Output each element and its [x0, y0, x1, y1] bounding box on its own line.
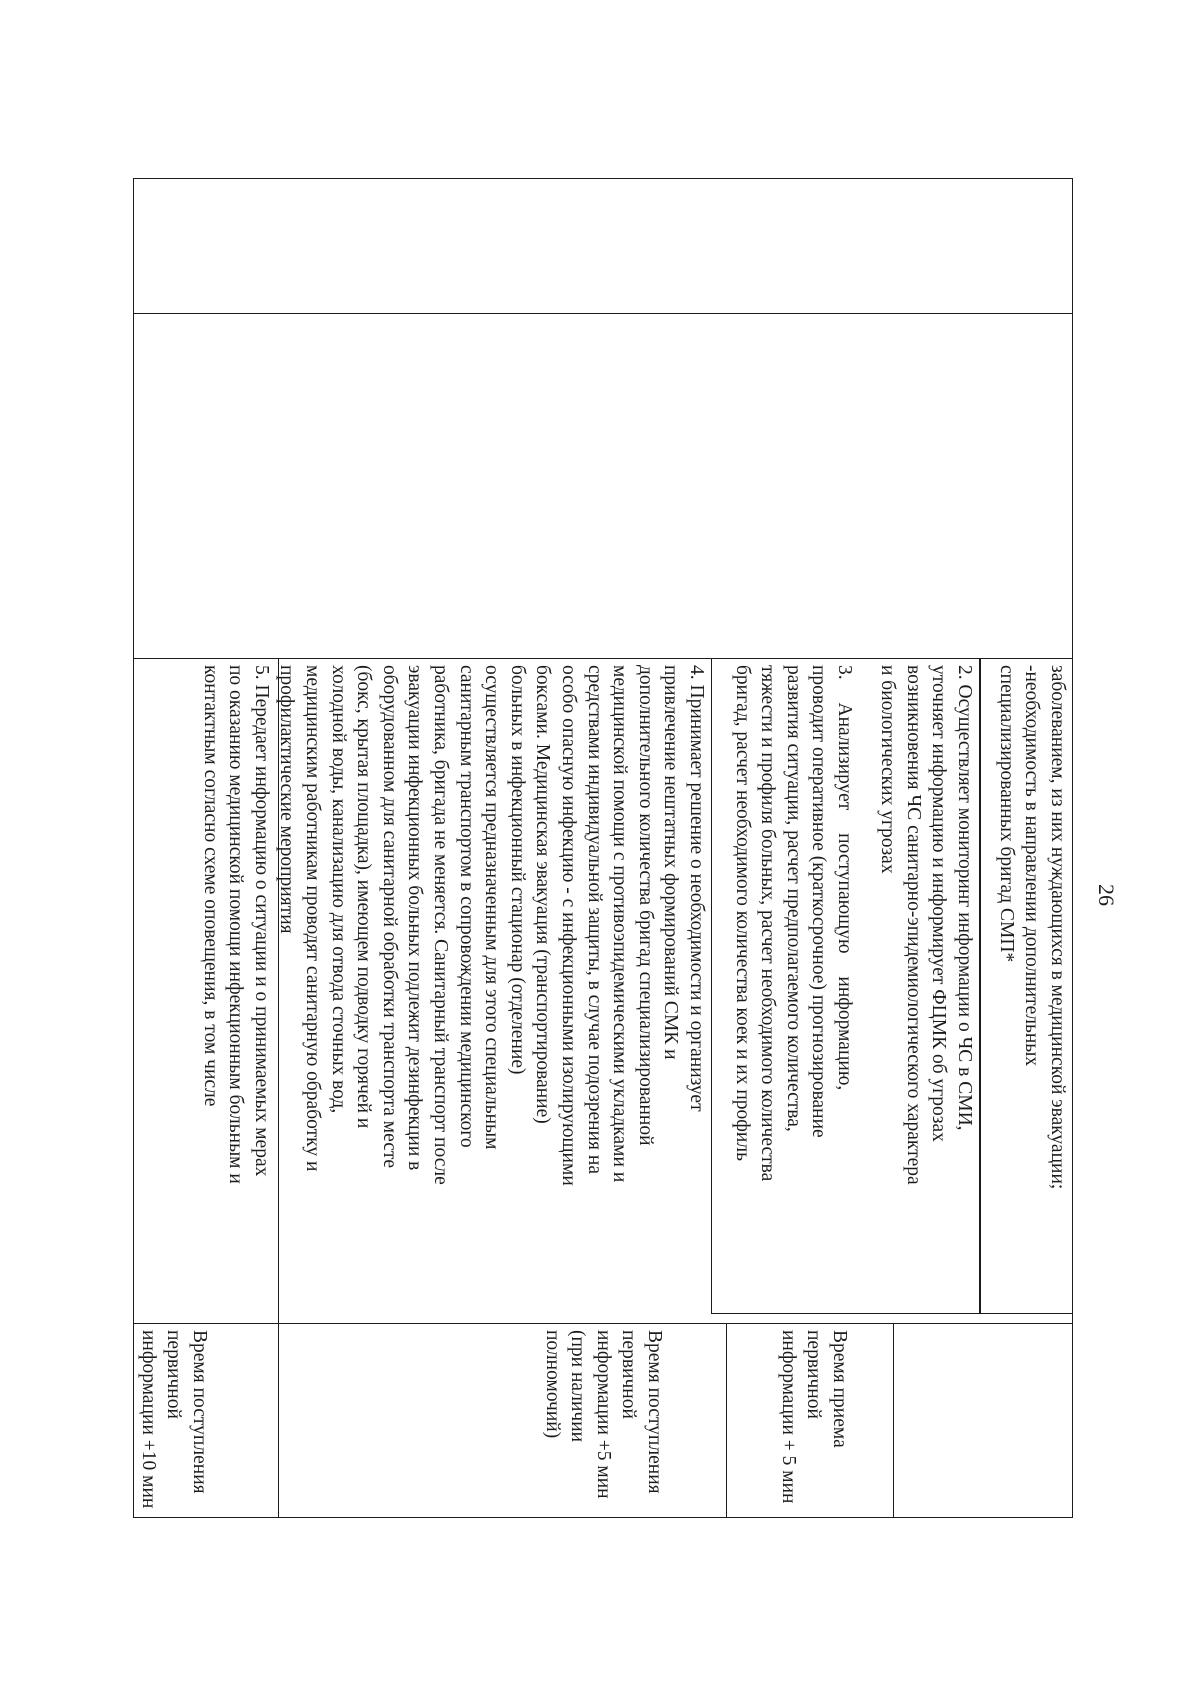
text-line: особо опасную инфекцию - с инфекционными изолирующими	[558, 665, 580, 1186]
text-line: 4. Принимает решение о необходимости и организует	[686, 665, 707, 1112]
text-line: заболеванием, из них нуждающихся в медицинской эвакуации;	[1047, 665, 1068, 1190]
text-line: осуществляется предназначенным для этого специальным	[481, 665, 503, 1150]
row-divider	[893, 1324, 894, 1518]
row-4-time	[539, 1330, 667, 1516]
rotated-table	[133, 178, 1073, 1518]
text-line: контактным согласно схеме оповещения, в том числе	[199, 665, 221, 1107]
text-line: дополнительного количества бригад специализированной	[634, 665, 656, 1146]
text-line: уточняет информацию и информирует ФЦМК об угрозах	[928, 665, 950, 1142]
time-line: первичной	[803, 1330, 825, 1419]
time-line: (при наличии	[567, 1330, 589, 1443]
text-line: по оказанию медицинской помощи инфекционным больным и	[225, 665, 247, 1184]
table-column-empty-1	[134, 179, 1072, 314]
text-line: больных в инфекционный стационар (отделение)	[506, 665, 528, 1075]
row-divider	[726, 1324, 727, 1518]
text-line: 3. Анализирует поступающую информацию,	[834, 665, 855, 1091]
text-line: 2. Осуществляет мониторинг информации о ЧС в СМИ,	[954, 665, 975, 1131]
text-line: (бокс, крытая площадка), имеющем подводку горячей и	[353, 665, 375, 1129]
time-line: Время приема	[829, 1330, 850, 1448]
text-line: специализированных бригад СМП*	[995, 665, 1017, 963]
time-line: информации +5 мин	[592, 1330, 614, 1499]
row-3-time	[775, 1330, 852, 1516]
text-line: медицинской помощи с противоэпидемическими укладками и	[609, 665, 631, 1183]
text-line: медицинским работникам проводят санитарную обработку и	[302, 665, 324, 1172]
text-line: холодной воды, канализацию для отвода сточных вод,	[327, 665, 349, 1114]
text-line: 5. Передает информацию о ситуации и о принимаемых мерах	[251, 665, 272, 1177]
text-line: профилактические мероприятия	[276, 665, 298, 934]
row-1-text	[993, 665, 1070, 1316]
table-container	[133, 178, 1073, 1518]
time-line: Время поступления	[189, 1330, 210, 1494]
row-5-time	[135, 1330, 212, 1516]
text-line: -необходимость в направлении дополнительных	[1021, 665, 1043, 1067]
text-line: тяжести и профиля больных, расчет необходимого количества	[757, 665, 779, 1182]
text-line: боксами. Медицинская эвакуация (транспортирование)	[532, 665, 554, 1124]
time-line: информации +10 мин	[137, 1330, 159, 1509]
table-column-empty-2	[134, 314, 1072, 659]
time-line: первичной	[163, 1330, 185, 1419]
time-line: полномочий)	[541, 1330, 563, 1439]
row-5-text	[197, 665, 274, 1316]
row-3-text	[729, 665, 857, 1316]
text-line: привлечение нештатных формирований СМК и	[660, 665, 682, 1060]
page-number: 26	[1094, 884, 1119, 906]
text-line: средствами индивидуальной защиты, в случае подозрения на	[583, 665, 605, 1174]
text-line: развития ситуации, расчет предполагаемого количества,	[782, 665, 804, 1132]
text-line: работника, бригада не меняется. Санитарный транспорт после	[430, 665, 452, 1185]
row-4-text	[274, 665, 709, 1316]
text-line: санитарным транспортом в сопровождении медицинского	[455, 665, 477, 1148]
text-line: и биологических угрозах	[877, 665, 899, 874]
text-line: бригад, расчет необходимого количества коек и их профиль	[731, 665, 753, 1161]
text-line: оборудованном для санитарной обработки транспорта месте	[378, 665, 400, 1169]
time-line: первичной	[618, 1330, 640, 1419]
row-2-text	[875, 665, 977, 1316]
text-line: проводит оперативное (краткосрочное) прогнозирование	[808, 665, 830, 1138]
text-line: возникновения ЧС санитарно-эпидемиологического характера	[902, 665, 924, 1185]
text-line: эвакуации инфекционных больных подлежит дезинфекции в	[404, 665, 426, 1171]
time-line: Время поступления	[644, 1330, 665, 1494]
time-line: информации + 5 мин	[777, 1330, 799, 1504]
